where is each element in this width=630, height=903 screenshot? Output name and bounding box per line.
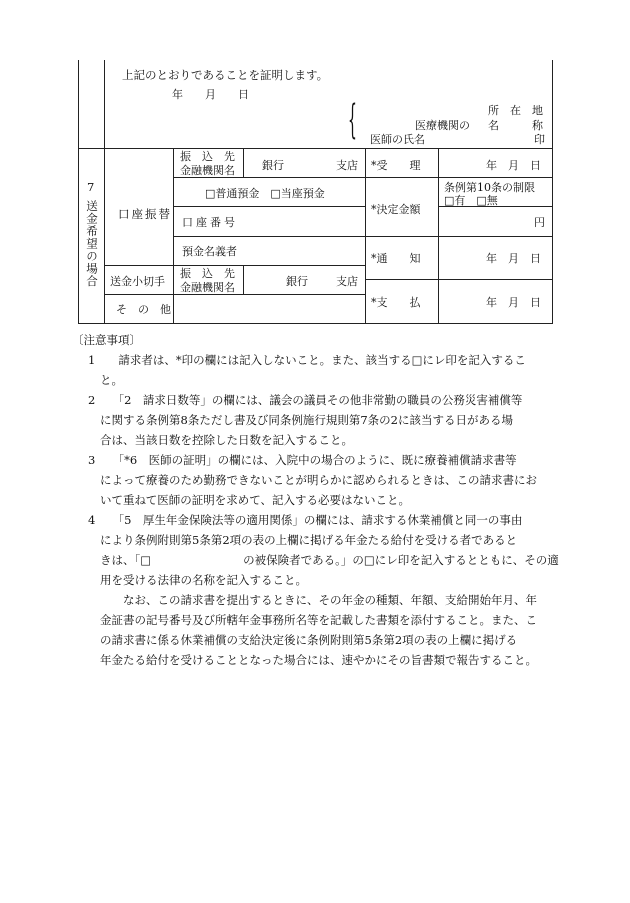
- facility-name-label: 名 称: [488, 119, 543, 132]
- payment-label: *支 払: [371, 296, 421, 309]
- bank-suffix-2: 銀行: [286, 275, 308, 288]
- note-line: 金証書の記号番号及び所轄年金事務所名等を記載した書類を添付すること。また、こ: [100, 613, 537, 627]
- note-line: 3 「*6 医師の証明」の欄には、入院中の場合のように、既に療養補償請求書等: [88, 453, 517, 467]
- col-c2: [243, 265, 244, 294]
- notice-date: 年 月 日: [486, 252, 541, 265]
- branch-suffix-1: 支店: [336, 159, 358, 172]
- branch-suffix-2: 支店: [336, 275, 358, 288]
- col-c1: [243, 148, 244, 177]
- section-title: 送金希望の場合: [85, 200, 99, 288]
- receipt-label: *受 理: [371, 159, 421, 172]
- note-line: 2 「2 請求日数等」の欄には、議会の議員その他非常勤の職員の公務災害補償等: [88, 393, 523, 407]
- notice-label: *通 知: [371, 252, 421, 265]
- table-bottom-border: [78, 323, 553, 324]
- row-line-3: [173, 236, 365, 237]
- account-holder-label: 預金名義者: [182, 245, 237, 258]
- col-a: [104, 148, 105, 324]
- address-label: 所 在 地: [488, 104, 543, 117]
- cert-left-divider: [104, 60, 105, 149]
- account-number-label: 口座番号: [182, 216, 238, 229]
- row-line-2: [173, 206, 365, 207]
- note-line: 用を受ける法律の名称を記入すること。: [100, 573, 307, 587]
- row-line-4r: [365, 279, 552, 280]
- note-line: により条例附則第5条第2項の表の上欄に掲げる年金たる給付を受ける者であると: [100, 533, 518, 547]
- brace-symbol: {: [348, 97, 357, 143]
- decided-amount-label: *決定金額: [371, 203, 421, 216]
- remittance-check-label: 送金小切手: [110, 275, 165, 288]
- other-label: そ の 他: [116, 303, 171, 316]
- ordinance-limit-label: 条例第10条の制限: [444, 181, 535, 194]
- note-line: きは、「□ の被保険者である。」の□にレ印を記入するとともに、その適: [100, 553, 559, 567]
- note-line: に関する条例第8条ただし書及び同条例施行規則第7条の2に該当する日がある場: [100, 413, 513, 427]
- note-line: 合は、当該日数を控除した日数を記入すること。: [100, 433, 353, 447]
- payment-date: 年 月 日: [486, 296, 541, 309]
- account-transfer-label: 口座振替: [118, 207, 172, 221]
- bank-institution-label-1: 振 込 先 金融機関名: [180, 150, 235, 177]
- yen-unit: 円: [534, 216, 545, 229]
- deposit-type-options[interactable]: □普通預金 □当座預金: [205, 187, 325, 200]
- note-line: 年金たる給付を受けることとなった場合には、速やかにその旨書類で報告すること。: [100, 653, 537, 667]
- certificate-date: 年 月 日: [172, 88, 249, 101]
- note-line: と。: [100, 373, 123, 387]
- section-divider: [78, 148, 553, 149]
- notes-section: [72, 330, 559, 670]
- seal-mark: 印: [534, 133, 545, 146]
- row-line-3r: [365, 236, 552, 237]
- note-line: なお、この請求書を提出するときに、その年金の種類、年額、支給開始年月、年: [100, 593, 537, 607]
- doctor-name-label: 医師の氏名: [370, 133, 425, 146]
- certificate-statement: 上記のとおりであることを証明します。: [122, 68, 329, 82]
- bank-institution-label-2: 振 込 先 金融機関名: [180, 267, 235, 294]
- section-number: 7: [87, 180, 95, 194]
- notes-heading: 〔注意事項〕: [72, 333, 141, 347]
- row-line-1r: [365, 177, 552, 178]
- limit-options[interactable]: □有 □無: [444, 194, 498, 207]
- facility-prefix: 医療機関の: [415, 119, 470, 132]
- table-left-border: [78, 60, 79, 324]
- receipt-date: 年 月 日: [486, 159, 541, 172]
- note-line: の請求書に係る休業補償の支給決定後に条例附則第5条第2項の表の上欄に掲げる: [100, 633, 518, 647]
- bank-suffix-1: 銀行: [262, 159, 284, 172]
- note-line: 1 請求者は、*印の欄には記入しないこと。また、該当する□にレ印を記入するこ: [88, 353, 526, 367]
- row-line-4: [104, 265, 365, 266]
- note-line: いて重ねて医師の証明を求めて、記入する必要はないこと。: [100, 493, 410, 507]
- note-line: 4 「5 厚生年金保険法等の適用関係」の欄には、請求する休業補償と同一の事由: [88, 513, 523, 527]
- table-right-border: [552, 60, 553, 324]
- note-line: によって療養のため勤務できないことが明らかに認められるときは、この請求書にお: [100, 473, 537, 487]
